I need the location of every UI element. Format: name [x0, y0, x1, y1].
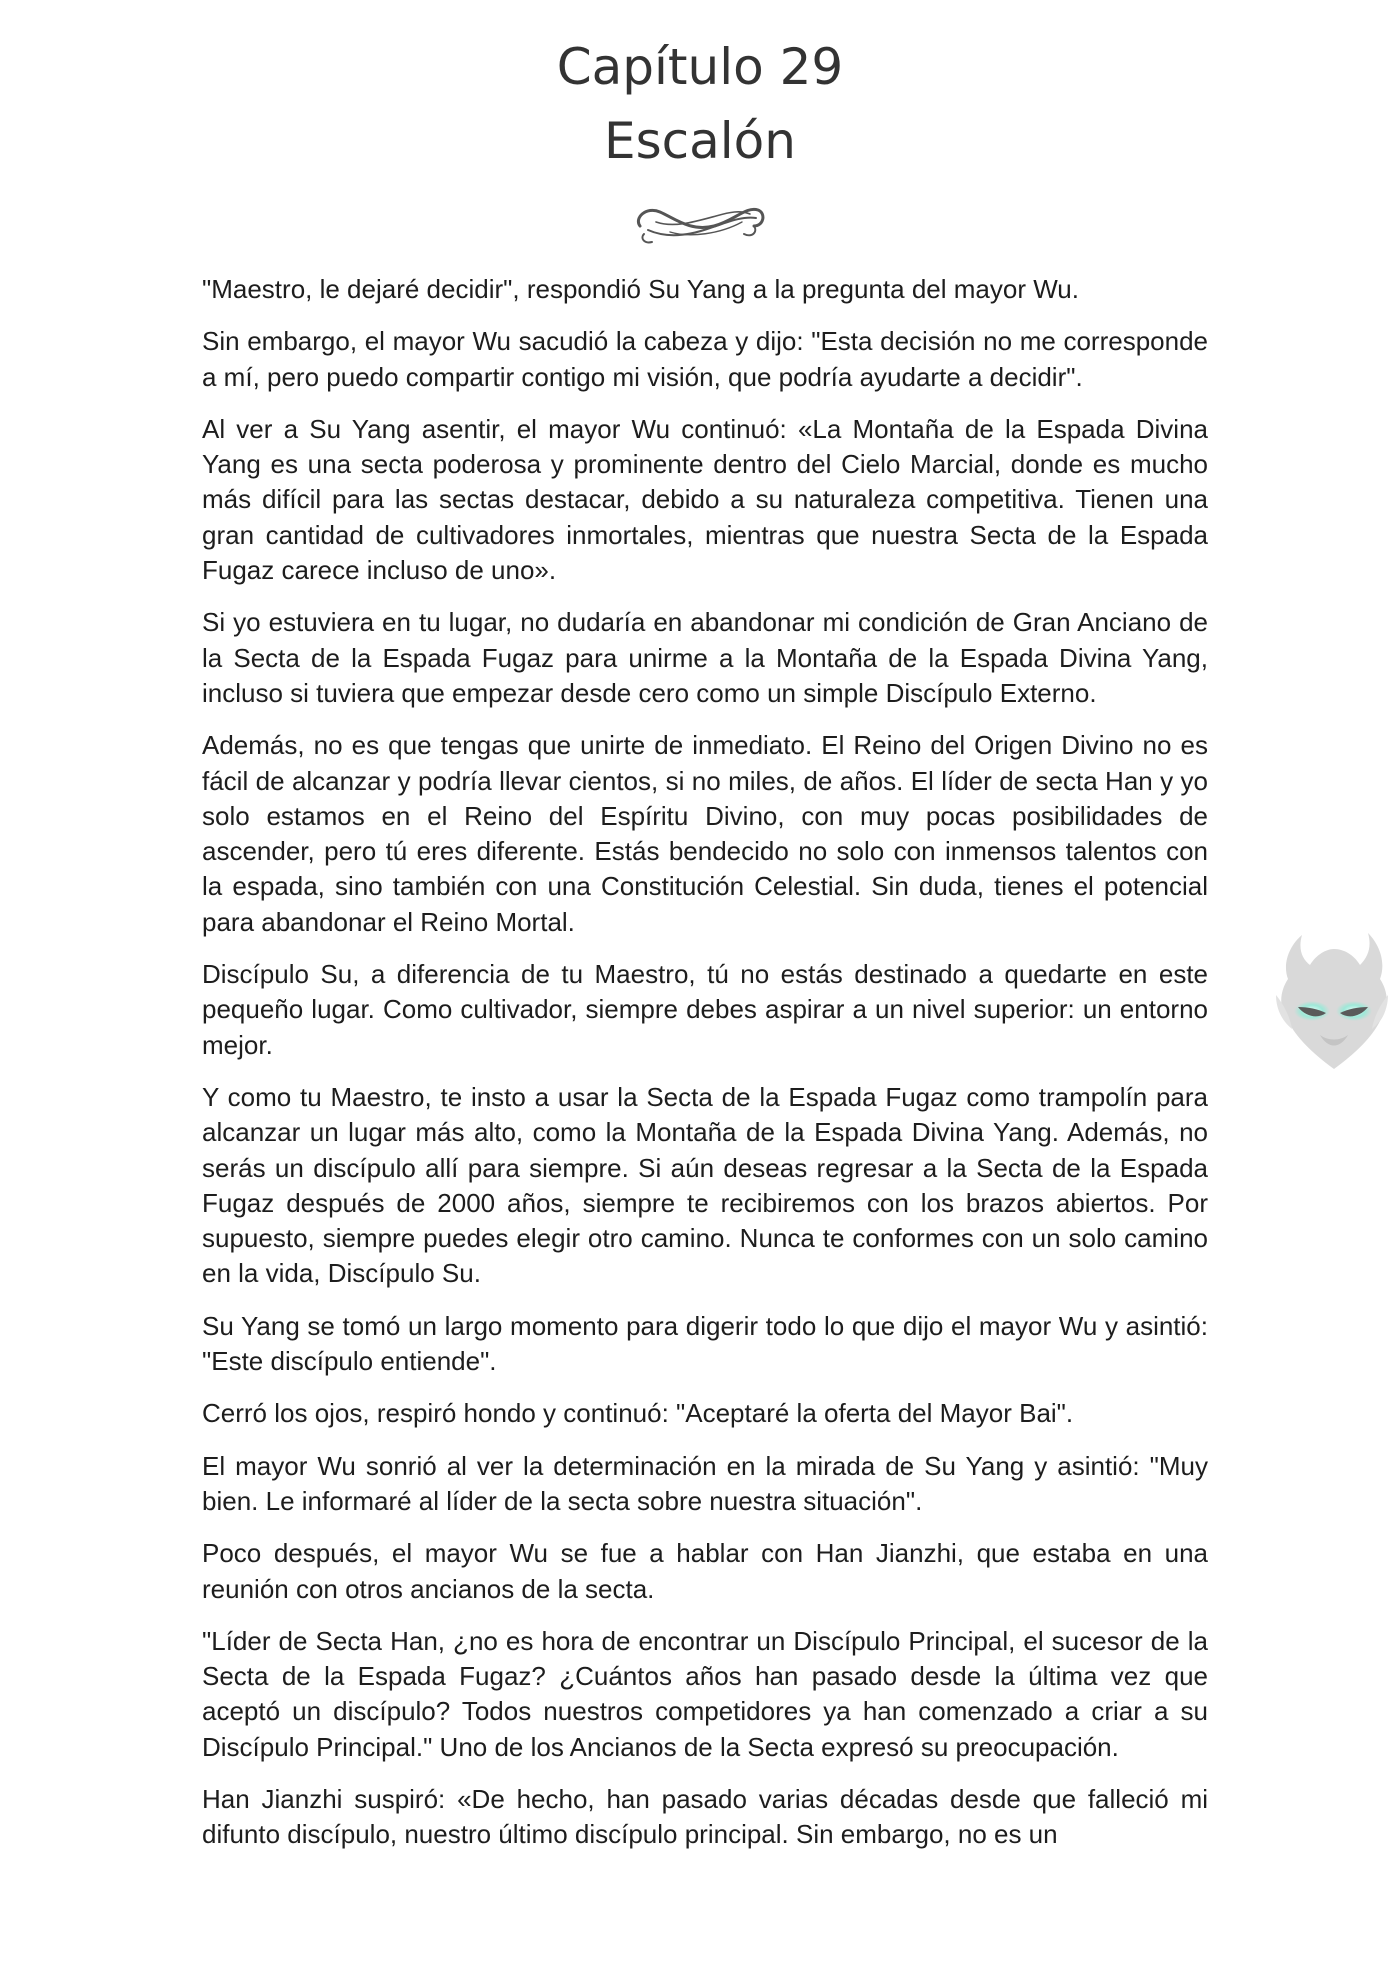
paragraph: Y como tu Maestro, te insto a usar la Secta de la Espada Fugaz como trampolín para alcanzar un lugar más alto, como la Montaña de la Espada Divina Yang. Además, no serás un discípulo allí para siempre. Si aún deseas regresar a la Secta de la Espada Fugaz después de 2000 años, siempre te recibiremos con los brazos abiertos. Por supuesto, siempre puedes elegir otro camino. Nunca te conformes con un solo camino en la vida, Discípulo Su.	[202, 1081, 1208, 1289]
paragraph: El mayor Wu sonrió al ver la determinación en la mirada de Su Yang y asintió: "Muy bien. Le informaré al líder de la secta sobre nuestra situación".	[202, 1450, 1208, 1516]
paragraph: Cerró los ojos, respiró hondo y continuó: "Aceptaré la oferta del Mayor Bai".	[202, 1398, 1074, 1429]
paragraph: Han Jianzhi suspiró: «De hecho, han pasado varias décadas desde que falleció mi difunto discípulo, nuestro último discípulo principal. Sin embargo, no es un	[202, 1783, 1208, 1850]
paragraph: "Líder de Secta Han, ¿no es hora de encontrar un Discípulo Principal, el sucesor de la Secta de la Espada Fugaz? ¿Cuántos años han pasado desde la última vez que aceptó un discípulo? Todos nuestros competidores ya han comenzado a criar a su Discípulo Principal." Uno de los Ancianos de la Secta expresó su preocupación.	[202, 1625, 1208, 1762]
paragraph: Sin embargo, el mayor Wu sacudió la cabeza y dijo: "Esta decisión no me corresponde a mí, pero puedo compartir contigo mi visión, que podría ayudarte a decidir".	[202, 326, 1208, 392]
flourish-ornament-icon	[630, 192, 770, 248]
paragraph: Al ver a Su Yang asentir, el mayor Wu continuó: «La Montaña de la Espada Divina Yang es una secta poderosa y prominente dentro del Cielo Marcial, donde es mucho más difícil para las sectas destacar, debido a su naturaleza competitiva. Tienen una gran cantidad de cultivadores inmortales, mientras que nuestra Secta de la Espada Fugaz carece incluso de uno».	[202, 413, 1208, 586]
paragraph: Su Yang se tomó un largo momento para digerir todo lo que dijo el mayor Wu y asintió: "Este discípulo entiende".	[202, 1310, 1208, 1377]
paragraph: Poco después, el mayor Wu se fue a hablar con Han Jianzhi, que estaba en una reunión con otros ancianos de la secta.	[202, 1538, 1208, 1604]
paragraph: Además, no es que tengas que unirte de inmediato. El Reino del Origen Divino no es fácil de alcanzar y podría llevar cientos, si no miles, de años. El líder de secta Han y yo solo estamos en el Reino del Espíritu Divino, con muy pocas posibilidades de ascender, pero tú eres diferente. Estás bendecido no solo con inmensos talentos con la espada, sino también con una Constitución Celestial. Sin duda, tienes el potencial para abandonar el Reino Mortal.	[202, 730, 1208, 937]
paragraph: "Maestro, le dejaré decidir", respondió Su Yang a la pregunta del mayor Wu.	[202, 274, 1079, 304]
paragraph: Discípulo Su, a diferencia de tu Maestro, tú no estás destinado a quedarte en este pequeño lugar. Como cultivador, siempre debes aspirar a un nivel superior: un entorno mejor.	[202, 959, 1208, 1060]
chapter-number: Capítulo 29	[556, 38, 844, 96]
demon-head-logo-icon	[1268, 925, 1396, 1075]
chapter-body	[202, 272, 1208, 1870]
chapter-header	[0, 30, 1400, 248]
paragraph: Si yo estuviera en tu lugar, no dudaría en abandonar mi condición de Gran Anciano de la Secta de la Espada Fugaz para unirme a la Montaña de la Espada Divina Yang, incluso si tuviera que empezar desde cero como un simple Discípulo Externo.	[202, 607, 1208, 708]
chapter-title: Escalón	[604, 112, 796, 170]
